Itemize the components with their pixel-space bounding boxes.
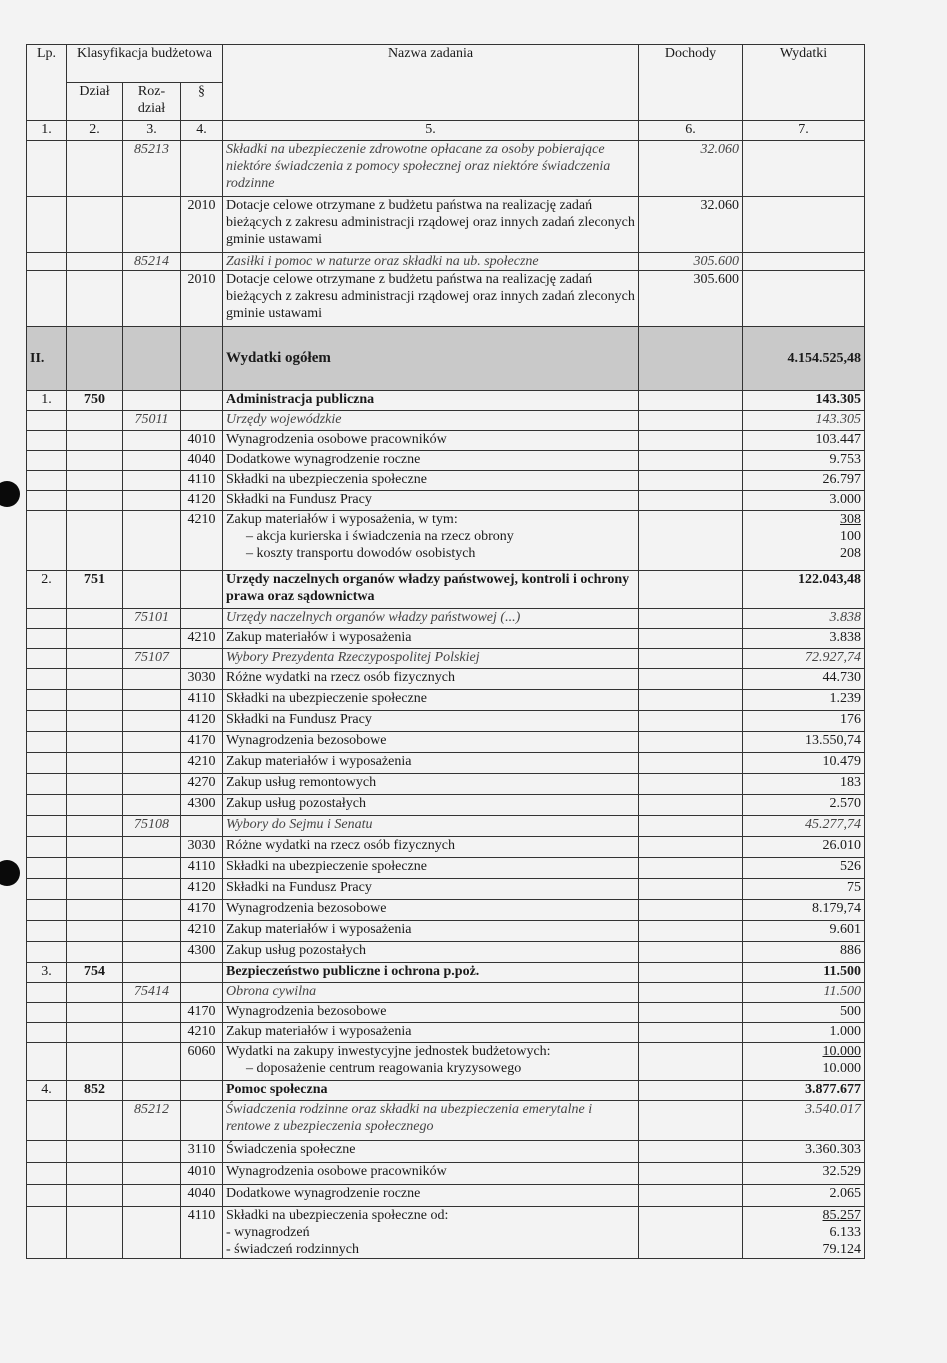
dzial-row (27, 1081, 865, 1101)
dzial-lp: 4. (27, 1081, 67, 1101)
rozdzial-code: 75108 (123, 816, 181, 837)
paragraf-code: 4170 (181, 732, 223, 753)
rozdzial-code: 75107 (123, 649, 181, 669)
table-row (27, 1023, 865, 1043)
dochody-value: 305.600 (639, 253, 743, 271)
item-name: Wynagrodzenia bezosobowe (223, 732, 639, 753)
paragraf-code: 4110 (181, 471, 223, 491)
paragraf-code: 4270 (181, 774, 223, 795)
paragraf-code: 4120 (181, 491, 223, 511)
dzial-name: Pomoc społeczna (223, 1081, 639, 1101)
table-row (27, 900, 865, 921)
item-name: Świadczenia społeczne (223, 1141, 639, 1163)
rozdzial-total: 11.500 (743, 983, 865, 1003)
item-value: 9.753 (743, 451, 865, 471)
sub-item-value: 79.124 (822, 1242, 861, 1257)
header-dochody: Dochody (639, 45, 743, 121)
table-row (27, 669, 865, 690)
table-row (27, 732, 865, 753)
item-value: 26.010 (743, 837, 865, 858)
header-nazwa: Nazwa zadania (223, 45, 639, 121)
budget-table (26, 44, 865, 1259)
rozdzial-name: Urzędy naczelnych organów władzy państwowej (...) (223, 609, 639, 629)
paragraf-code: 4210 (181, 1023, 223, 1043)
rozdzial-row (27, 1101, 865, 1141)
dzial-row (27, 391, 865, 411)
rozdzial-name: Wybory do Sejmu i Senatu (223, 816, 639, 837)
item-value: 886 (743, 942, 865, 963)
dzial-total: 122.043,48 (743, 571, 865, 609)
paragraf-code: 4110 (181, 690, 223, 711)
section-title: Wydatki ogółem (223, 327, 639, 391)
rozdzial-row (27, 609, 865, 629)
rozdzial-row (27, 816, 865, 837)
dzial-row (27, 963, 865, 983)
dzial-lp: 2. (27, 571, 67, 609)
item-name: Składki na Fundusz Pracy (223, 491, 639, 511)
table-row (27, 879, 865, 900)
sub-item-value: 6.133 (829, 1225, 861, 1240)
item-value: 308 (840, 512, 861, 527)
item-name: Różne wydatki na rzecz osób fizycznych (223, 669, 639, 690)
dzial-total: 143.305 (743, 391, 865, 411)
item-value-group (743, 511, 865, 571)
sub-item-value: 100 (840, 529, 861, 544)
paragraf-code: 2010 (181, 271, 223, 327)
item-name: Składki na Fundusz Pracy (223, 711, 639, 732)
item-name: Zakup materiałów i wyposażenia (223, 921, 639, 942)
table-row (27, 471, 865, 491)
item-name: Dodatkowe wynagrodzenie roczne (223, 451, 639, 471)
table-row (27, 921, 865, 942)
dzial-total: 3.877.677 (743, 1081, 865, 1101)
sub-item-name: - świadczeń rodzinnych (226, 1242, 359, 1257)
paragraf-code: 4110 (181, 858, 223, 879)
paragraf-code: 4210 (181, 511, 223, 571)
item-name: Składki na ubezpieczenia społeczne (223, 471, 639, 491)
table-row (27, 837, 865, 858)
paragraf-code: 4110 (181, 1207, 223, 1259)
paragraf-code: 4210 (181, 753, 223, 774)
item-name-group (223, 1207, 639, 1259)
paragraf-code: 4040 (181, 451, 223, 471)
dzial-code: 750 (67, 391, 123, 411)
rozdzial-total: 3.540.017 (743, 1101, 865, 1141)
table-row (27, 253, 865, 271)
table-row (27, 197, 865, 253)
table-row (27, 774, 865, 795)
item-value: 103.447 (743, 431, 865, 451)
rozdzial-code: 75101 (123, 609, 181, 629)
paragraf-code: 4170 (181, 1003, 223, 1023)
item-value: 44.730 (743, 669, 865, 690)
header-wydatki: Wydatki (743, 45, 865, 121)
dzial-name: Bezpieczeństwo publiczne i ochrona p.poż. (223, 963, 639, 983)
item-name: Zakup usług pozostałych (223, 942, 639, 963)
item-value: 9.601 (743, 921, 865, 942)
rozdzial-name: Świadczenia rodzinne oraz składki na ubezpieczenia emerytalne i rentowe z ubezpieczenia społecznego (223, 1101, 639, 1141)
sub-item-name: – doposażenie centrum reagowania kryzysowego (246, 1061, 522, 1076)
item-name: Wynagrodzenia bezosobowe (223, 900, 639, 921)
paragraf-code (181, 253, 223, 271)
rozdzial-total: 3.838 (743, 609, 865, 629)
item-value: 3.000 (743, 491, 865, 511)
item-value: 1.239 (743, 690, 865, 711)
rozdzial-row (27, 649, 865, 669)
item-value: 13.550,74 (743, 732, 865, 753)
paragraf-code: 4210 (181, 921, 223, 942)
item-name: Zakup materiałów i wyposażenia, w tym: (226, 512, 458, 527)
paragraf-code: 3110 (181, 1141, 223, 1163)
table-row (27, 942, 865, 963)
table-row (27, 491, 865, 511)
dzial-name: Administracja publiczna (223, 391, 639, 411)
item-value: 26.797 (743, 471, 865, 491)
rozdzial-total: 72.927,74 (743, 649, 865, 669)
table-row (27, 1163, 865, 1185)
item-name: Składki na ubezpieczenia społeczne od: (226, 1208, 449, 1223)
table-row (27, 141, 865, 197)
section-total: 4.154.525,48 (743, 327, 865, 391)
table-row (27, 271, 865, 327)
rozdzial-row (27, 411, 865, 431)
sub-item-name: – akcja kurierska i świadczenia na rzecz obrony (246, 529, 514, 544)
paragraf-code: 3030 (181, 837, 223, 858)
rozdzial-code (123, 271, 181, 327)
punch-hole-top (0, 481, 20, 507)
dochody-value: 305.600 (639, 271, 743, 327)
item-name: Składki na ubezpieczenie społeczne (223, 858, 639, 879)
paragraf-code: 2010 (181, 197, 223, 253)
rozdzial-name: Obrona cywilna (223, 983, 639, 1003)
item-value: 32.529 (743, 1163, 865, 1185)
header-klasyfikacja: Klasyfikacja budżetowa (67, 45, 223, 83)
item-name: Zakup usług pozostałych (223, 795, 639, 816)
paragraf-code: 4300 (181, 942, 223, 963)
item-value: 2.065 (743, 1185, 865, 1207)
item-value: 3.360.303 (743, 1141, 865, 1163)
header-lp: Lp. (27, 45, 67, 121)
item-value: 526 (743, 858, 865, 879)
item-value: 500 (743, 1003, 865, 1023)
item-value-group (743, 1207, 865, 1259)
rozdzial-code: 75011 (123, 411, 181, 431)
paragraf-code: 3030 (181, 669, 223, 690)
rozdzial-total: 45.277,74 (743, 816, 865, 837)
dzial-code: 751 (67, 571, 123, 609)
item-name: Wydatki na zakupy inwestycyjne jednostek budżetowych: (226, 1044, 551, 1059)
paragraf-code: 4010 (181, 431, 223, 451)
rozdzial-code: 85213 (123, 141, 181, 197)
paragraf-code: 4040 (181, 1185, 223, 1207)
dzial-code: 754 (67, 963, 123, 983)
sub-item-value: 208 (840, 546, 861, 561)
dzial-lp: 3. (27, 963, 67, 983)
table-row (27, 431, 865, 451)
paragraf-code: 4210 (181, 629, 223, 649)
item-value: 85.257 (822, 1208, 861, 1223)
col-num-4: 4. (181, 121, 223, 141)
paragraf-code (181, 141, 223, 197)
paragraf-code: 4170 (181, 900, 223, 921)
item-name: Dodatkowe wynagrodzenie roczne (223, 1185, 639, 1207)
dochody-value: 32.060 (639, 197, 743, 253)
col-num-7: 7. (743, 121, 865, 141)
paragraf-code: 4010 (181, 1163, 223, 1185)
rozdzial-code: 75414 (123, 983, 181, 1003)
table-row (27, 1141, 865, 1163)
item-value: 8.179,74 (743, 900, 865, 921)
sub-item-name: - wynagrodzeń (226, 1225, 310, 1240)
item-name: Składki na Fundusz Pracy (223, 879, 639, 900)
item-value: 3.838 (743, 629, 865, 649)
paragraf-code: 4120 (181, 711, 223, 732)
table-row (27, 795, 865, 816)
item-value-group (743, 1043, 865, 1081)
col-num-1: 1. (27, 121, 67, 141)
item-value: 10.479 (743, 753, 865, 774)
item-value: 176 (743, 711, 865, 732)
header-dzial: Dział (67, 83, 123, 121)
table-row (27, 711, 865, 732)
paragraf-code: 6060 (181, 1043, 223, 1081)
item-name: Zakup usług remontowych (223, 774, 639, 795)
col-num-6: 6. (639, 121, 743, 141)
dzial-row (27, 571, 865, 609)
dochody-value: 32.060 (639, 141, 743, 197)
sub-item-name: – koszty transportu dowodów osobistych (246, 546, 476, 561)
punch-hole-bottom (0, 860, 20, 886)
rozdzial-row (27, 983, 865, 1003)
col-num-5: 5. (223, 121, 639, 141)
item-value: 183 (743, 774, 865, 795)
task-name: Składki na ubezpieczenie zdrowotne opłacane za osoby pobierające niektóre świadczenia z pomocy społecznej oraz niektóre świadczenia rodzinne (223, 141, 639, 197)
item-value: 1.000 (743, 1023, 865, 1043)
paragraf-code: 4120 (181, 879, 223, 900)
item-name-group (223, 511, 639, 571)
item-name: Różne wydatki na rzecz osób fizycznych (223, 837, 639, 858)
item-value: 2.570 (743, 795, 865, 816)
table-row (27, 511, 865, 571)
section-total-row (27, 327, 865, 391)
col-num-3: 3. (123, 121, 181, 141)
dzial-code: 852 (67, 1081, 123, 1101)
task-name: Dotacje celowe otrzymane z budżetu państwa na realizację zadań bieżących z zakresu administracji rządowej oraz innych zadań zleconych gminie ustawami (223, 197, 639, 253)
rozdzial-code: 85214 (123, 253, 181, 271)
item-name-group (223, 1043, 639, 1081)
section-lp: II. (27, 327, 67, 391)
table-row (27, 1207, 865, 1259)
item-name: Zakup materiałów i wyposażenia (223, 1023, 639, 1043)
table-row (27, 1003, 865, 1023)
item-name: Składki na ubezpieczenie społeczne (223, 690, 639, 711)
paragraf-code: 4300 (181, 795, 223, 816)
table-row (27, 629, 865, 649)
dzial-total: 11.500 (743, 963, 865, 983)
task-name: Zasiłki i pomoc w naturze oraz składki na ub. społeczne (223, 253, 639, 271)
table-row (27, 1043, 865, 1081)
dzial-lp: 1. (27, 391, 67, 411)
item-name: Wynagrodzenia bezosobowe (223, 1003, 639, 1023)
task-name: Dotacje celowe otrzymane z budżetu państwa na realizację zadań bieżących z zakresu administracji rządowej oraz innych zadań zleconych gminie ustawami (223, 271, 639, 327)
item-name: Zakup materiałów i wyposażenia (223, 629, 639, 649)
table-row (27, 858, 865, 879)
sub-item-value: 10.000 (822, 1061, 861, 1076)
item-name: Wynagrodzenia osobowe pracowników (223, 431, 639, 451)
col-num-2: 2. (67, 121, 123, 141)
header-rozdzial: Roz-dział (123, 83, 181, 121)
rozdzial-name: Wybory Prezydenta Rzeczypospolitej Polskiej (223, 649, 639, 669)
dzial-name: Urzędy naczelnych organów władzy państwowej, kontroli i ochrony prawa oraz sądownictwa (223, 571, 639, 609)
item-value: 75 (743, 879, 865, 900)
rozdzial-name: Urzędy wojewódzkie (223, 411, 639, 431)
item-value: 10.000 (822, 1044, 861, 1059)
table-row (27, 753, 865, 774)
table-row (27, 690, 865, 711)
rozdzial-total: 143.305 (743, 411, 865, 431)
table-row (27, 1185, 865, 1207)
item-name: Wynagrodzenia osobowe pracowników (223, 1163, 639, 1185)
header-paragraf: § (181, 83, 223, 121)
item-name: Zakup materiałów i wyposażenia (223, 753, 639, 774)
rozdzial-code: 85212 (123, 1101, 181, 1141)
rozdzial-code (123, 197, 181, 253)
table-row (27, 451, 865, 471)
